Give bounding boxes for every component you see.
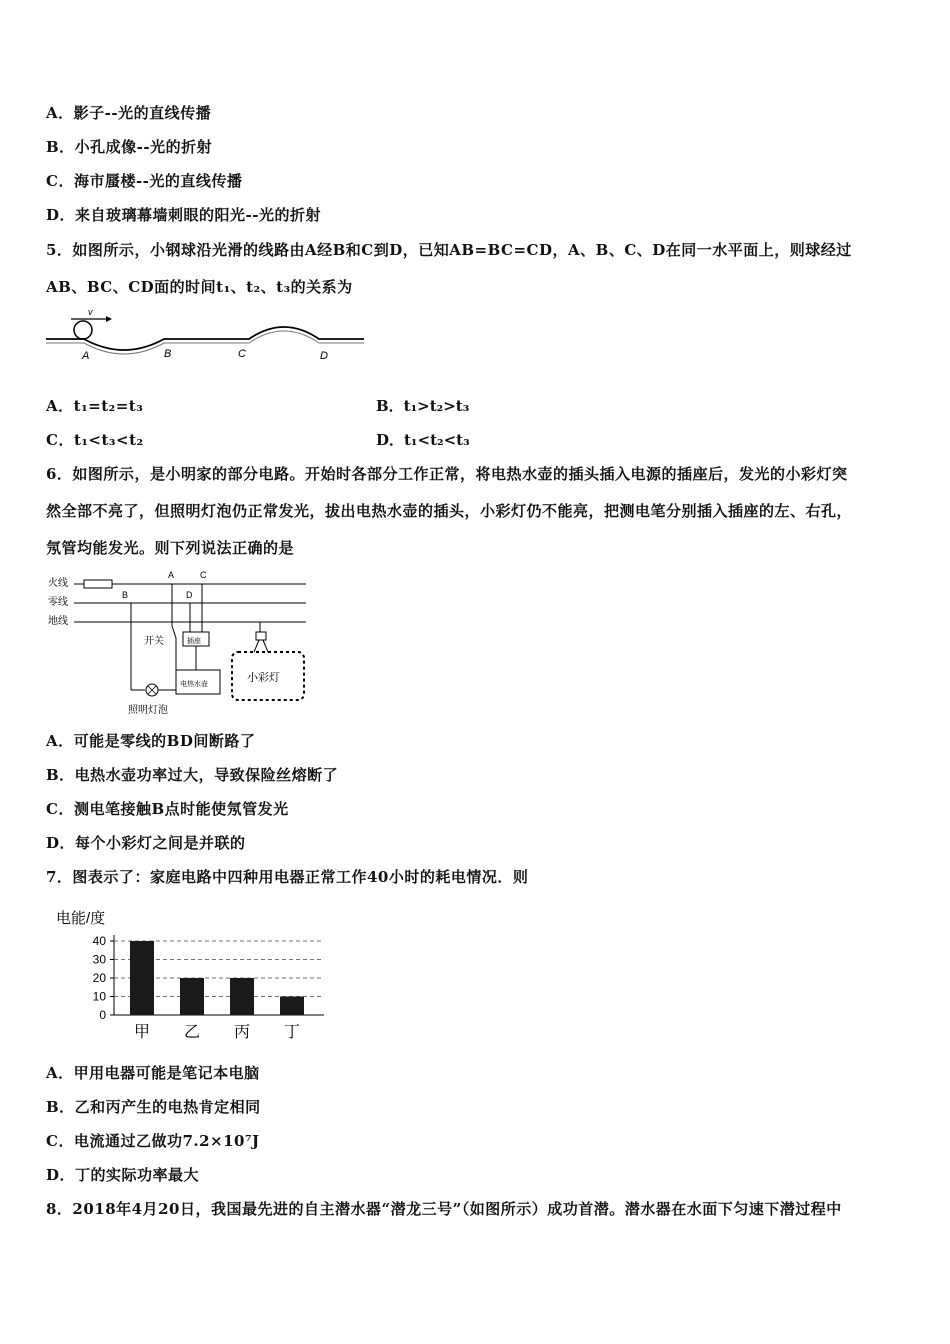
q4-option-d: D．来自玻璃幕墙刺眼的阳光--光的折射 [46, 206, 321, 224]
y-tick-label: 0 [99, 1008, 106, 1022]
q4-option-b: B．小孔成像--光的折射 [46, 138, 213, 156]
x-tick-label: 甲 [133, 1024, 151, 1040]
track-path [46, 327, 364, 350]
q5-option-d: D．t₁<t₂<t₃ [376, 431, 470, 449]
node-c: C [200, 570, 207, 580]
light-plug [256, 632, 266, 640]
kettle-label: 电热水壶 [180, 681, 208, 688]
bar-1 [130, 941, 154, 1015]
q6-option-d: D．每个小彩灯之间是并联的 [46, 834, 246, 852]
bar-4 [280, 997, 304, 1016]
y-tick-label: 10 [92, 989, 106, 1004]
q6-option-a: A．可能是零线的BD间断路了 [46, 732, 256, 750]
q5-option-c: C．t₁<t₃<t₂ [46, 431, 144, 449]
q5-stem-line1: 5．如图所示，小钢球沿光滑的线路由A经B和C到D，已知AB=BC=CD，A、B、C、D在同一水平面上，则球经过 [46, 241, 852, 259]
x-tick-label: 乙 [183, 1024, 201, 1040]
bar-3 [230, 978, 254, 1015]
velocity-label: v [88, 307, 93, 317]
q5-stem-line2: AB、BC、CD面的时间t₁、t₂、t₃的关系为 [46, 278, 353, 296]
q7-option-d: D．丁的实际功率最大 [46, 1166, 200, 1184]
q5-option-a: A．t₁=t₂=t₃ [46, 397, 144, 415]
point-d: D [320, 350, 328, 362]
point-a: A [82, 350, 90, 362]
q6-stem-line1: 6．如图所示，是小明家的部分电路。开始时各部分工作正常，将电热水壶的插头插入电源的插座后，发光的小彩灯突 [46, 465, 848, 483]
q6-option-c: C．测电笔接触B点时能使氖管发光 [46, 800, 289, 818]
point-c: C [238, 348, 246, 360]
fuse [84, 580, 112, 588]
point-b: B [164, 348, 172, 360]
q4-option-c: C．海市蜃楼--光的直线传播 [46, 172, 243, 190]
lights-label: 小彩灯 [247, 672, 280, 684]
x-tick-label: 丁 [283, 1024, 301, 1040]
ground-line-label: 地线 [48, 616, 68, 627]
y-tick-label: 40 [92, 934, 106, 948]
steel-ball [74, 321, 92, 339]
q8-stem-line1: 8．2018年4月20日，我国最先进的自主潜水器“潜龙三号”（如图所示）成功首潜。潜水器在水面下匀速下潜过程中 [46, 1200, 842, 1218]
y-tick-label: 20 [92, 971, 106, 985]
q7-option-c: C．电流通过乙做功7.2×10⁷J [46, 1132, 260, 1150]
switch [172, 626, 176, 638]
bulb-label: 照明灯泡 [128, 705, 168, 716]
bar-2 [180, 978, 204, 1015]
node-b: B [122, 590, 129, 600]
x-tick-label: 丙 [233, 1024, 251, 1040]
socket-label: 插座 [187, 638, 201, 645]
q5-option-b: B．t₁>t₂>t₃ [376, 397, 470, 415]
switch-label: 开关 [144, 636, 164, 647]
q5-track-figure [44, 305, 369, 367]
q6-circuit-diagram [44, 568, 316, 718]
q7-option-a: A．甲用电器可能是笔记本电脑 [46, 1064, 260, 1082]
node-a: A [168, 570, 175, 580]
y-tick-label: 30 [92, 952, 106, 967]
node-d: D [186, 590, 193, 600]
q7-option-b: B．乙和丙产生的电热肯定相同 [46, 1098, 261, 1116]
q6-stem-line3: 氖管均能发光。则下列说法正确的是 [46, 539, 295, 557]
q4-option-a: A．影子--光的直线传播 [46, 104, 212, 122]
q6-stem-line2: 然全部不亮了，但照明灯泡仍正常发光，拔出电热水壶的插头，小彩灯仍不能亮，把测电笔分别插入插座的左、右孔， [46, 502, 853, 520]
chart-ylabel: 电能/度 [56, 910, 106, 927]
energy-bar-chart [52, 905, 332, 1040]
fire-line-label: 火线 [48, 578, 68, 589]
neutral-line-label: 零线 [48, 597, 68, 608]
q7-stem-line1: 7．图表示了：家庭电路中四种用电器正常工作40小时的耗电情况．则 [46, 868, 529, 886]
q6-option-b: B．电热水壶功率过大，导致保险丝熔断了 [46, 766, 339, 784]
